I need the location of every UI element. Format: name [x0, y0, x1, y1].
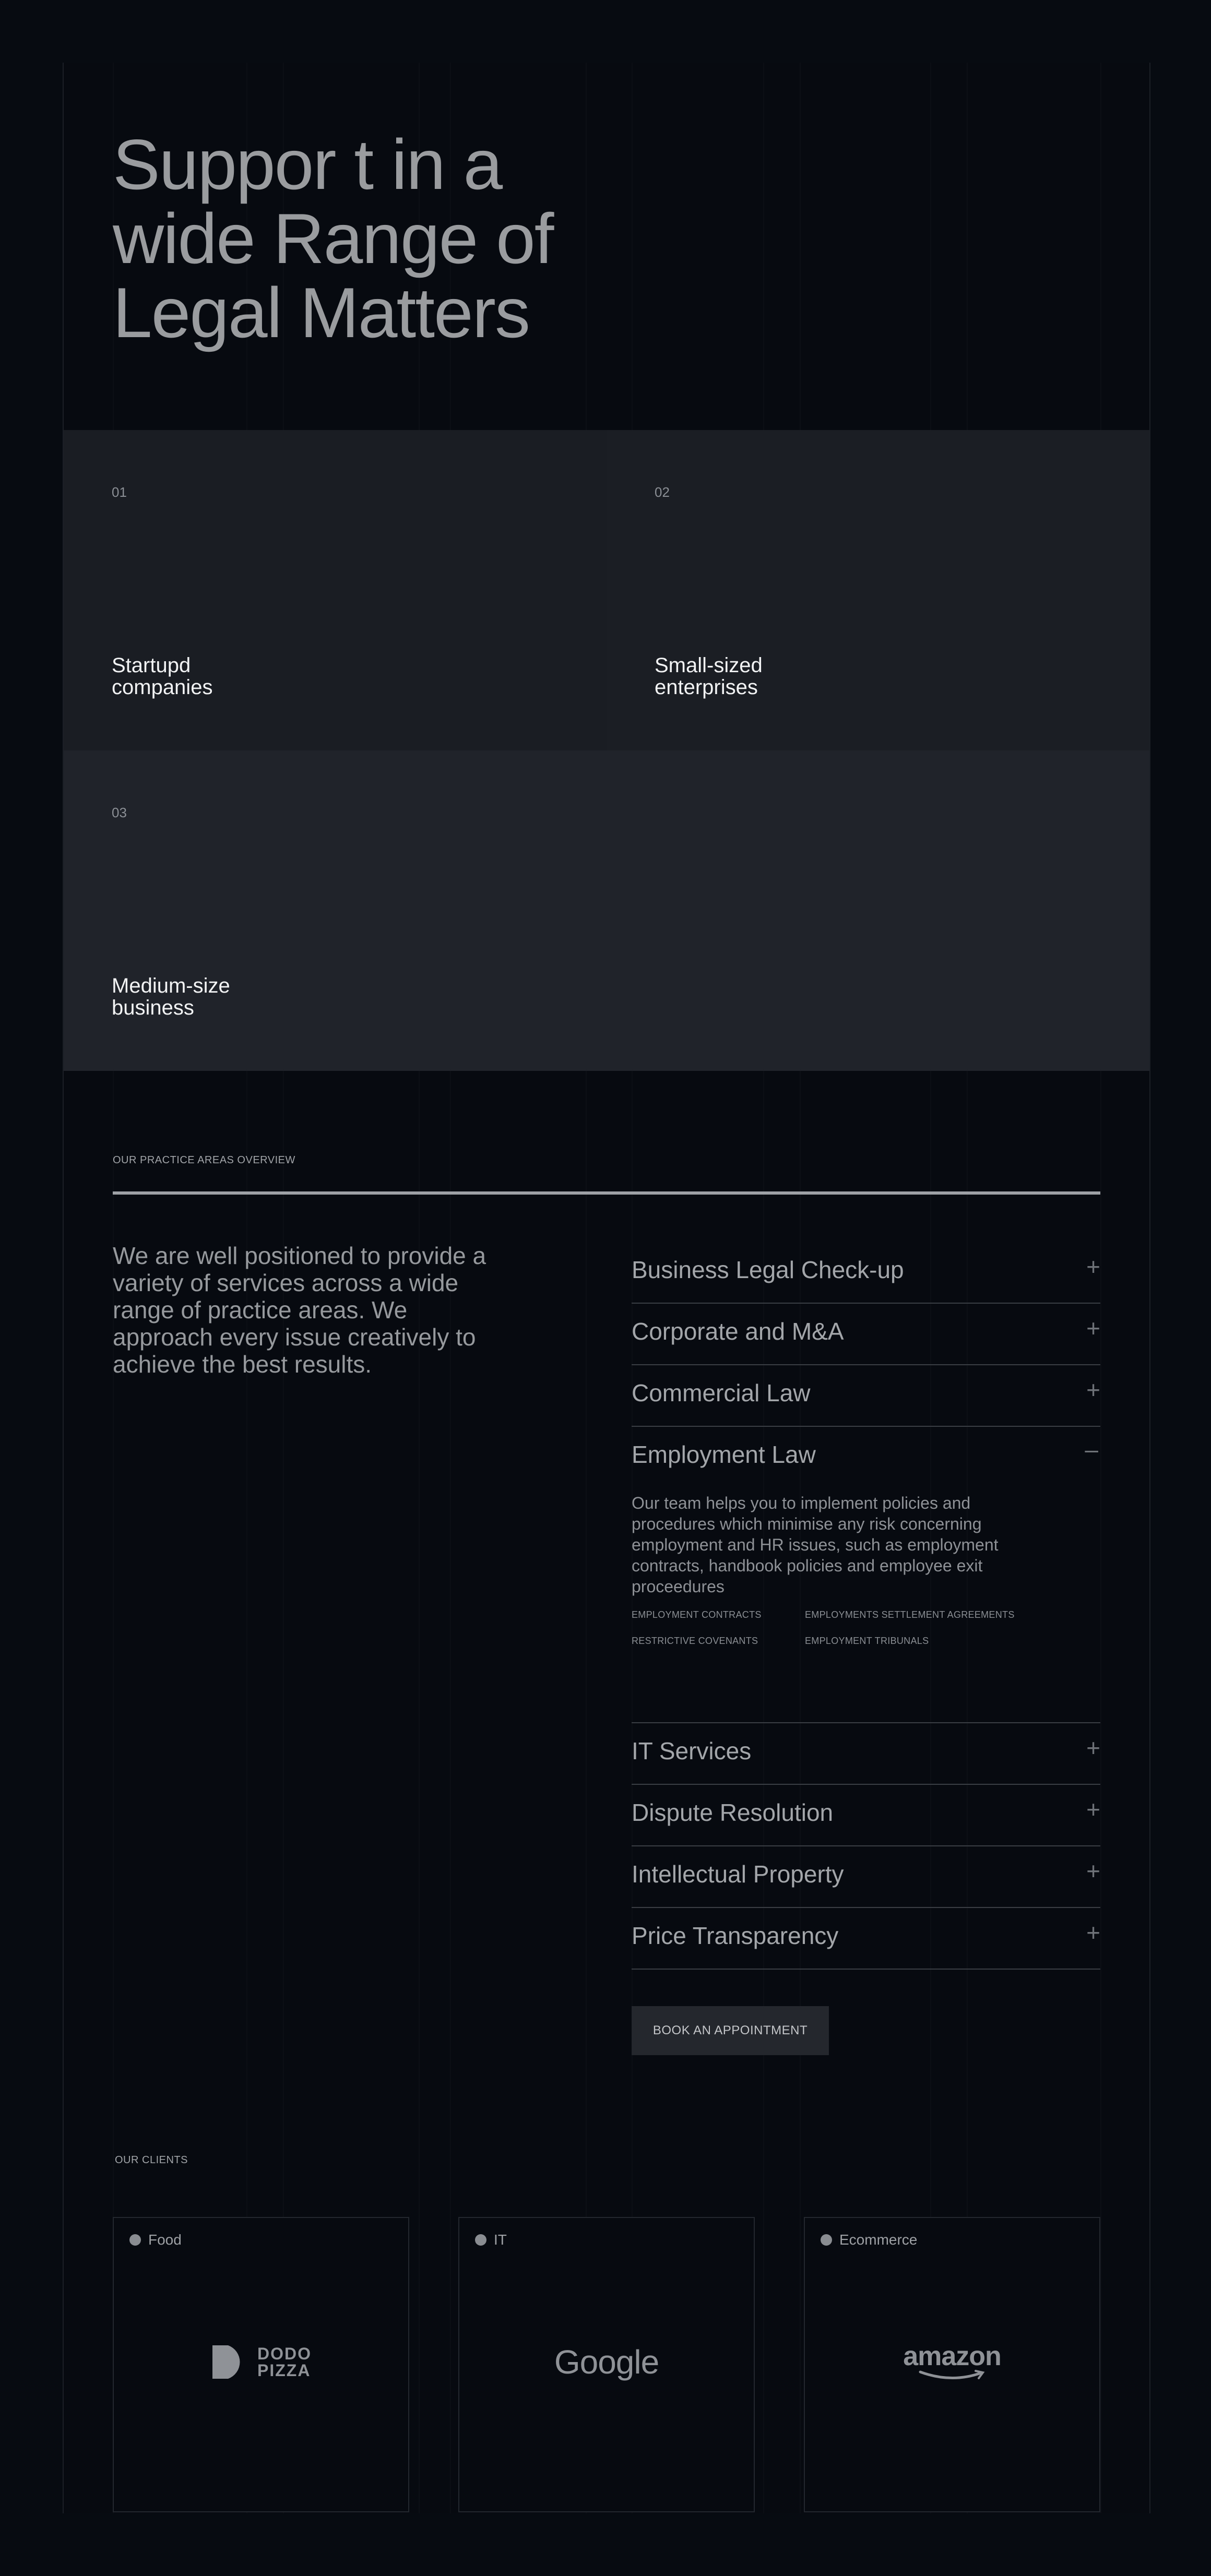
google-logo [459, 2341, 754, 2383]
practice-tag: EMPLOYMENT CONTRACTS [632, 1609, 762, 1620]
accordion-item-business-legal-check-up[interactable] [632, 1242, 1100, 1304]
accordion-title: Intellectual Property [632, 1861, 844, 1888]
accordion-title: Price Transparency [632, 1922, 839, 1949]
plus-icon[interactable]: + [1086, 1734, 1100, 1761]
card-title-line: Startupd [112, 654, 191, 677]
accordion-title: Commercial Law [632, 1379, 811, 1406]
card-title-line: business [112, 996, 194, 1019]
dodo-logo-icon [210, 2343, 248, 2381]
audience-card-startups[interactable] [64, 430, 607, 750]
client-category [129, 2232, 182, 2248]
accordion-item-dispute-resolution[interactable] [632, 1785, 1100, 1846]
practice-tag: EMPLOYMENTS SETTLEMENT AGREEMENTS [805, 1609, 1015, 1620]
practice-accordion [632, 1242, 1100, 1970]
category-dot-icon [129, 2234, 141, 2246]
logo-text: DODO [257, 2344, 312, 2363]
practice-section-label: OUR PRACTICE AREAS OVERVIEW [113, 1154, 295, 1166]
plus-icon[interactable]: + [1086, 1919, 1100, 1946]
hero-title [113, 127, 553, 350]
client-card-food[interactable] [113, 2217, 409, 2512]
client-category-label: Food [148, 2232, 182, 2248]
practice-tag: EMPLOYMENT TRIBUNALS [805, 1636, 929, 1646]
accordion-description: Our team helps you to implement policies and procedures which minimise any risk concerning employment and HR issues, such as employment contracts, handbook policies and employee exit proceedures [632, 1494, 999, 1596]
practice-tag: RESTRICTIVE COVENANTS [632, 1636, 758, 1646]
accordion-title: Dispute Resolution [632, 1799, 834, 1826]
hero-title-line: wide Range of [113, 199, 553, 278]
plus-icon[interactable]: + [1086, 1796, 1100, 1823]
card-number: 02 [655, 484, 670, 500]
logo-text: PIZZA [257, 2361, 311, 2380]
category-dot-icon [821, 2234, 832, 2246]
client-category [821, 2232, 917, 2248]
client-category-label: IT [494, 2232, 507, 2248]
card-title [655, 654, 916, 698]
card-title-line: enterprises [655, 676, 758, 699]
page-frame [63, 63, 1150, 2513]
card-number: 01 [112, 484, 127, 500]
plus-icon[interactable]: + [1086, 1253, 1100, 1280]
hero-title-line: Legal Matters [113, 273, 529, 352]
dodo-pizza-logo [114, 2341, 408, 2383]
card-number: 03 [112, 805, 127, 820]
plus-icon[interactable]: + [1086, 1315, 1100, 1342]
hero-title-line: Suppor t in a [113, 125, 502, 204]
plus-icon[interactable]: + [1086, 1857, 1100, 1885]
audience-card-medium-business[interactable] [64, 750, 1149, 1071]
accordion-item-price-transparency[interactable] [632, 1908, 1100, 1970]
logo-text: amazon [903, 2341, 1001, 2371]
card-title [112, 975, 373, 1019]
amazon-smile-icon [918, 2370, 986, 2381]
amazon-logo [805, 2341, 1099, 2383]
category-dot-icon [475, 2234, 486, 2246]
accordion-item-commercial-law[interactable] [632, 1365, 1100, 1427]
section-divider [113, 1191, 1100, 1195]
logo-text: Google [554, 2343, 659, 2381]
accordion-title: IT Services [632, 1737, 752, 1764]
card-title-line: companies [112, 676, 213, 699]
client-category [475, 2232, 507, 2248]
minus-icon[interactable]: – [1085, 1436, 1098, 1463]
card-title-line: Medium-size [112, 974, 230, 997]
accordion-item-employment-law[interactable] [632, 1427, 1100, 1723]
accordion-title: Corporate and M&A [632, 1318, 844, 1345]
accordion-title: Employment Law [632, 1441, 816, 1468]
card-title-line: Small-sized [655, 654, 763, 677]
accordion-item-intellectual-property[interactable] [632, 1846, 1100, 1908]
client-category-label: Ecommerce [839, 2232, 918, 2248]
book-appointment-button[interactable]: BOOK AN APPOINTMENT [632, 2006, 829, 2055]
clients-section-label: OUR CLIENTS [115, 2154, 188, 2166]
client-card-ecommerce[interactable] [804, 2217, 1100, 2512]
client-card-it[interactable] [458, 2217, 755, 2512]
accordion-item-it-services[interactable] [632, 1723, 1100, 1785]
audience-card-small-enterprises[interactable] [607, 430, 1149, 750]
plus-icon[interactable]: + [1086, 1376, 1100, 1403]
card-title [112, 654, 373, 698]
practice-intro: We are well positioned to provide a variety of services across a wide range of practice areas. We approach every issue creatively to achieve the best results. [113, 1242, 486, 1378]
accordion-title: Business Legal Check-up [632, 1256, 904, 1283]
accordion-item-corporate-ma[interactable] [632, 1304, 1100, 1365]
